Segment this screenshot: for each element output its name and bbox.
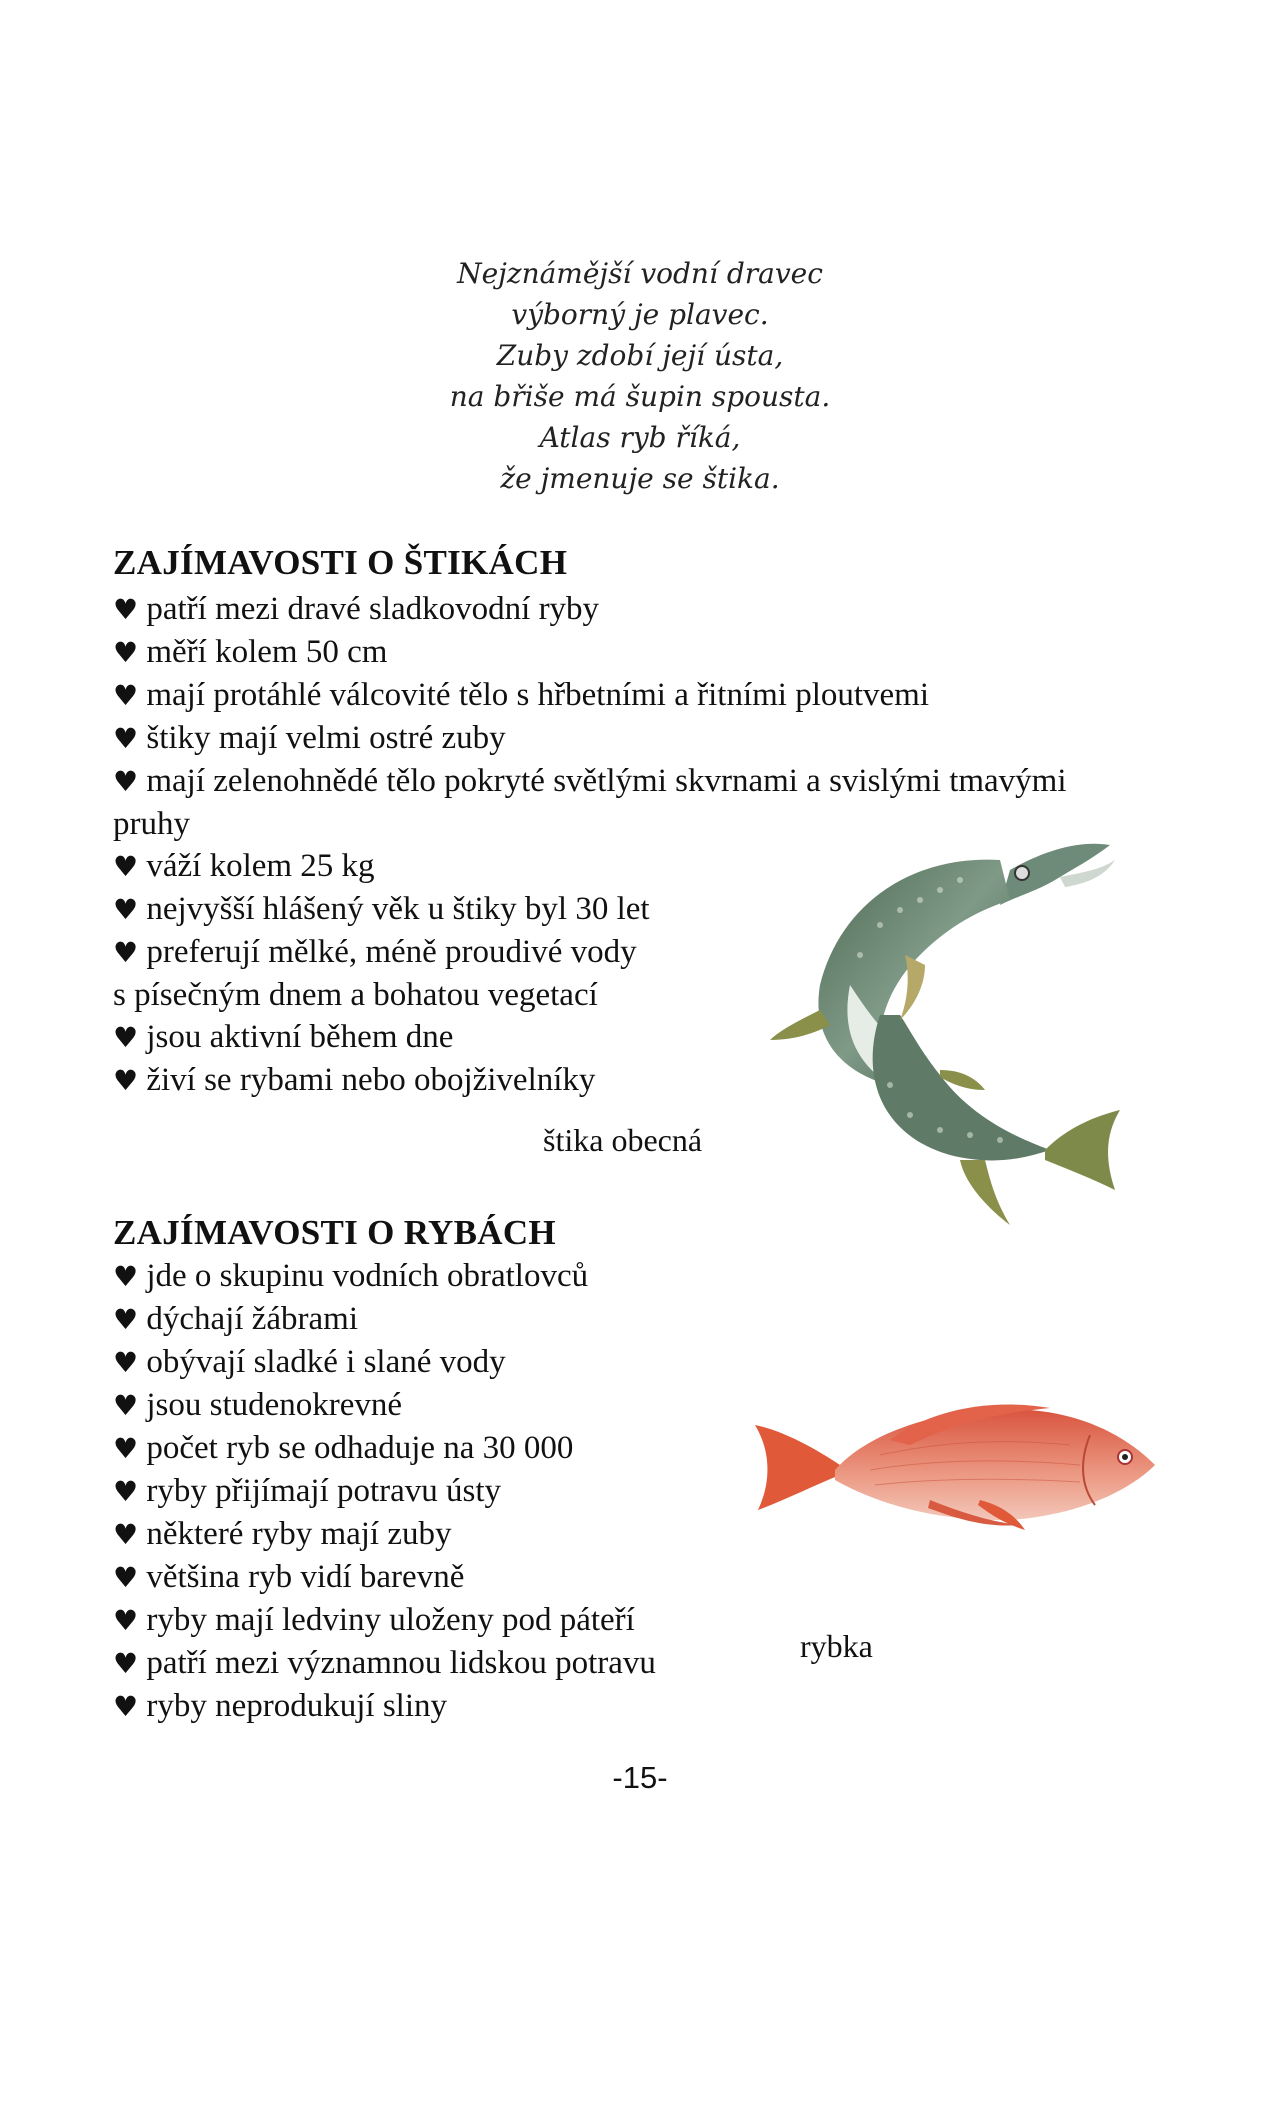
- heart-bullet-icon: ♥: [113, 1260, 139, 1293]
- heart-bullet-icon: ♥: [113, 936, 139, 969]
- list-item: [113, 1298, 656, 1341]
- heart-bullet-icon: ♥: [113, 1475, 139, 1508]
- heart-bullet-icon: ♥: [113, 679, 139, 712]
- heart-bullet-icon: ♥: [113, 765, 139, 798]
- heart-bullet-icon: ♥: [113, 593, 139, 626]
- pike-image-caption: štika obecná: [543, 1122, 703, 1158]
- list-item-text: preferují mělké, méně proudivé vody: [146, 934, 637, 970]
- list-item: [113, 1556, 656, 1599]
- list-item-text: ryby neprodukují sliny: [146, 1688, 448, 1724]
- list-item: [113, 674, 1067, 717]
- list-item-text: obývají sladké i slané vody: [146, 1344, 506, 1380]
- pike-section-title: ZAJÍMAVOSTI O ŠTIKÁCH: [113, 543, 568, 582]
- list-item-text: váží kolem 25 kg: [146, 848, 375, 884]
- list-item: [113, 1427, 656, 1470]
- heart-bullet-icon: ♥: [113, 636, 139, 669]
- list-item-text: ryby mají ledviny uloženy pod páteří: [146, 1602, 635, 1638]
- list-item-text: jsou aktivní během dne: [146, 1019, 454, 1055]
- list-item: [113, 717, 1067, 760]
- poem-line: výborný je plavec.: [511, 298, 769, 331]
- fish-image-caption: rybka: [800, 1628, 873, 1664]
- list-item-text: nejvyšší hlášený věk u štiky byl 30 let: [146, 891, 650, 927]
- list-item-text: některé ryby mají zuby: [146, 1516, 452, 1552]
- list-item-text: pruhy: [113, 806, 190, 842]
- list-item: [113, 1685, 656, 1728]
- list-item: [113, 760, 1067, 803]
- list-item-text: patří mezi významnou lidskou potravu: [146, 1645, 656, 1681]
- poem-line: že jmenuje se štika.: [500, 462, 780, 495]
- list-item-text: většina ryb vidí barevně: [146, 1559, 465, 1595]
- heart-bullet-icon: ♥: [113, 1389, 139, 1422]
- pike-fish-illustration: [760, 815, 1130, 1235]
- list-item: [113, 1384, 656, 1427]
- heart-bullet-icon: ♥: [113, 1518, 139, 1551]
- list-item: [113, 1341, 656, 1384]
- list-item-text: jsou studenokrevné: [146, 1387, 403, 1423]
- heart-bullet-icon: ♥: [113, 1303, 139, 1336]
- heart-bullet-icon: ♥: [113, 1561, 139, 1594]
- list-item-text: živí se rybami nebo obojživelníky: [146, 1062, 596, 1098]
- list-item: [113, 1599, 656, 1642]
- poem-line: Atlas ryb říká,: [539, 421, 741, 454]
- fish-facts-list: [113, 1255, 656, 1728]
- list-item-text: ryby přijímají potravu ústy: [146, 1473, 502, 1509]
- heart-bullet-icon: ♥: [113, 1346, 139, 1379]
- list-item: [113, 1513, 656, 1556]
- list-item-text: počet ryb se odhaduje na 30 000: [146, 1430, 574, 1466]
- heart-bullet-icon: ♥: [113, 893, 139, 926]
- list-item-text: mají protáhlé válcovité tělo s hřbetními a řitními ploutvemi: [146, 677, 930, 713]
- list-item-text: měří kolem 50 cm: [146, 634, 388, 670]
- heart-bullet-icon: ♥: [113, 1690, 139, 1723]
- heart-bullet-icon: ♥: [113, 1021, 139, 1054]
- list-item: [113, 1642, 656, 1685]
- list-item: [113, 588, 1067, 631]
- poem-line: na břiše má šupin spousta.: [449, 380, 831, 413]
- list-item-text: štiky mají velmi ostré zuby: [146, 720, 506, 756]
- list-item: [113, 1255, 656, 1298]
- list-item-text: s písečným dnem a bohatou vegetací: [113, 977, 598, 1013]
- list-item: [113, 1470, 656, 1513]
- fish-section-title: ZAJÍMAVOSTI O RYBÁCH: [113, 1213, 556, 1252]
- list-item-text: patří mezi dravé sladkovodní ryby: [146, 591, 600, 627]
- poem: [0, 253, 1280, 499]
- heart-bullet-icon: ♥: [113, 1432, 139, 1465]
- list-item-text: mají zelenohnědé tělo pokryté světlými skvrnami a svislými tmavými: [146, 763, 1067, 799]
- list-item: [113, 631, 1067, 674]
- poem-line: Zuby zdobí její ústa,: [496, 339, 784, 372]
- page-number: -15-: [612, 1760, 668, 1795]
- red-snapper-illustration: [750, 1390, 1170, 1540]
- heart-bullet-icon: ♥: [113, 1064, 139, 1097]
- list-item-text: jde o skupinu vodních obratlovců: [146, 1258, 589, 1294]
- heart-bullet-icon: ♥: [113, 850, 139, 883]
- heart-bullet-icon: ♥: [113, 1604, 139, 1637]
- list-item-text: dýchají žábrami: [146, 1301, 359, 1337]
- heart-bullet-icon: ♥: [113, 1647, 139, 1680]
- poem-line: Nejznámější vodní dravec: [457, 257, 823, 290]
- heart-bullet-icon: ♥: [113, 722, 139, 755]
